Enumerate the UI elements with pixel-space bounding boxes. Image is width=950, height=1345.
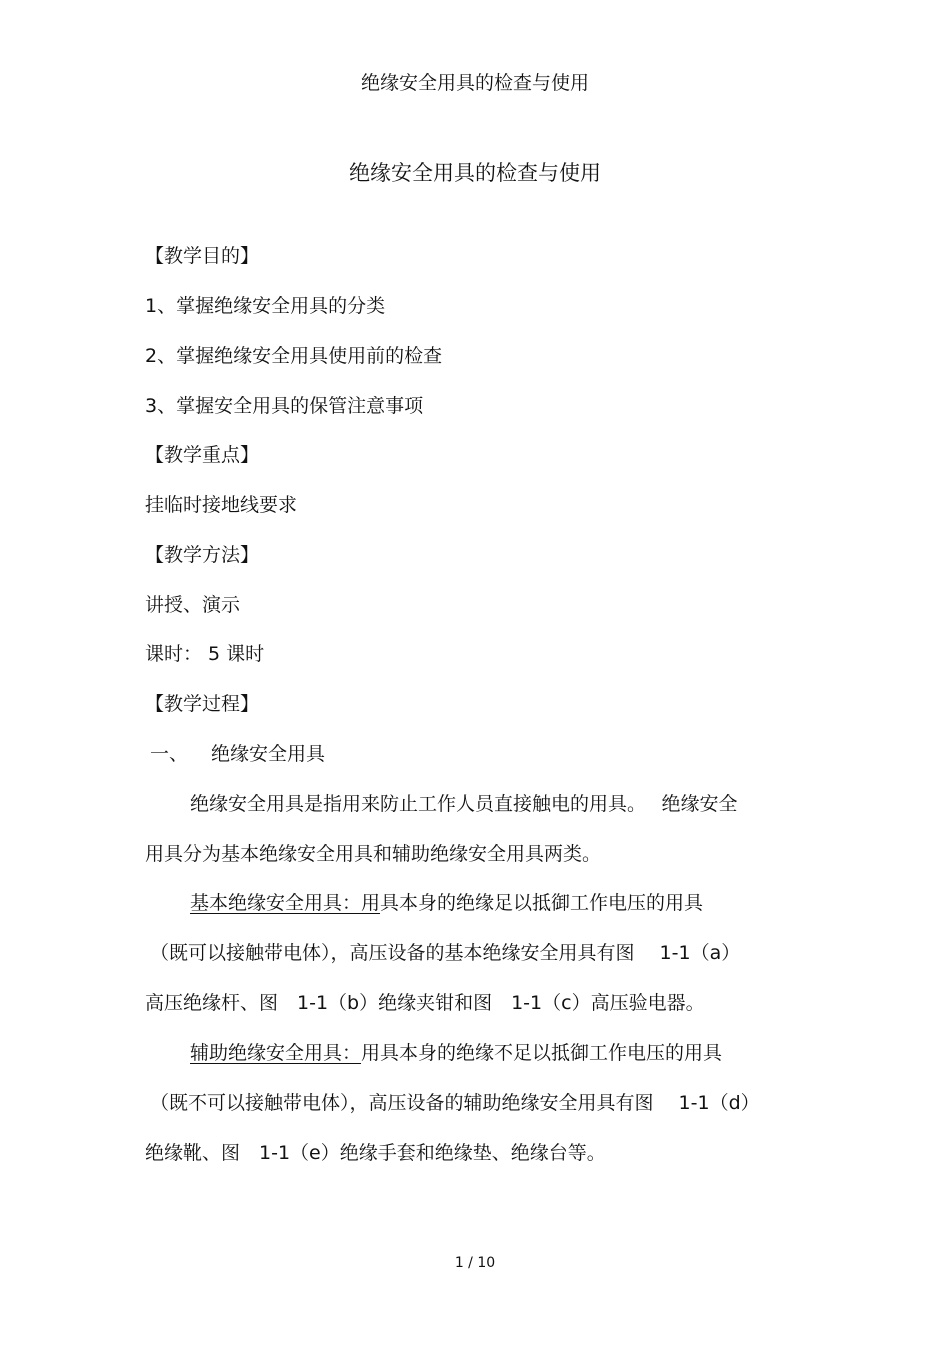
basic-definition-line: [190, 890, 703, 916]
aux-definition-text: 用具本身的绝缘不足以抵御工作电压的用具: [361, 1042, 723, 1064]
objective-item: 3、掌握安全用具的保管注意事项: [145, 395, 424, 417]
aux-term: 辅助绝缘安全用具：: [190, 1042, 362, 1064]
objectives-heading: 【教学目的】: [145, 245, 260, 267]
paragraph-line: 高压绝缘杆、图 1-1（b）绝缘夹钳和图 1-1（c）高压验电器。: [145, 992, 705, 1014]
methods-heading: 【教学方法】: [145, 544, 260, 566]
process-heading: 【教学过程】: [145, 693, 260, 715]
hours-text: 课时： 5 课时: [145, 643, 265, 665]
running-header: 绝缘安全用具的检查与使用: [360, 72, 589, 94]
paragraph-line: 用具分为基本绝缘安全用具和辅助绝缘安全用具两类。: [145, 843, 602, 865]
basic-term: 基本绝缘安全用具：用: [190, 892, 381, 914]
paragraph-line: （既不可以接触带电体），高压设备的辅助绝缘安全用具有图 1-1（d）: [150, 1092, 760, 1114]
methods-text: 讲授、演示: [145, 594, 241, 616]
section-number: 一、: [150, 743, 189, 765]
key-points-text: 挂临时接地线要求: [145, 494, 298, 516]
objective-item: 2、掌握绝缘安全用具使用前的检查: [145, 345, 443, 367]
basic-definition-text: 具本身的绝缘足以抵御工作电压的用具: [380, 892, 704, 914]
paragraph-line: 绝缘安全用具是指用来防止工作人员直接触电的用具。 绝缘安全: [190, 793, 738, 815]
key-points-heading: 【教学重点】: [145, 444, 260, 466]
objective-item: 1、掌握绝缘安全用具的分类: [145, 295, 386, 317]
document-title: 绝缘安全用具的检查与使用: [349, 161, 601, 185]
section-title: 绝缘安全用具: [211, 743, 326, 765]
paragraph-line: （既可以接触带电体），高压设备的基本绝缘安全用具有图 1-1（a）: [150, 942, 741, 964]
page-number: 1 / 10: [454, 1255, 496, 1271]
aux-definition-line: [190, 1040, 722, 1066]
paragraph-line: 绝缘靴、图 1-1（e）绝缘手套和绝缘垫、绝缘台等。: [145, 1142, 606, 1164]
